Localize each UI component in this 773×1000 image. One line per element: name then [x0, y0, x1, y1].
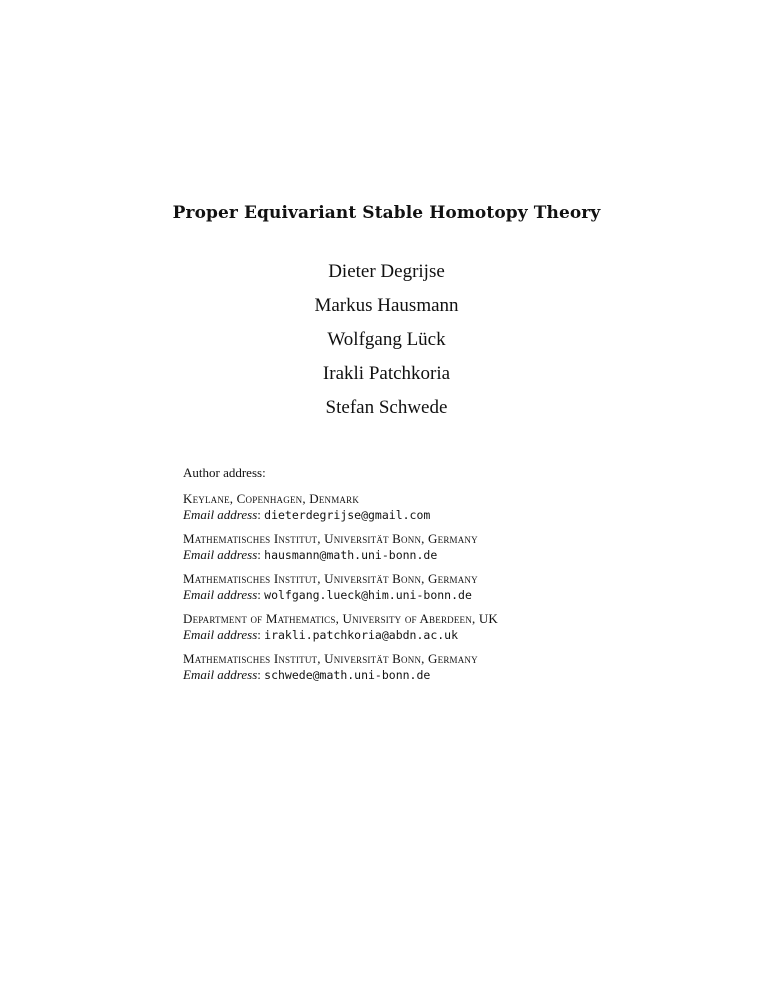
institution: Department of Mathematics, University of Aberdeen, UK	[183, 611, 499, 626]
email-address: hausmann@math.uni-bonn.de	[264, 548, 438, 562]
paper-title: Proper Equivariant Stable Homotopy Theory	[172, 203, 601, 223]
address-heading: Author address:	[183, 465, 266, 480]
author-name: Markus Hausmann	[314, 295, 459, 316]
institution: Keylane, Copenhagen, Denmark	[183, 491, 360, 506]
institution: Mathematisches Institut, Universität Bonn, Germany	[183, 571, 478, 586]
email-label: Email address	[183, 507, 258, 522]
author-name: Dieter Degrijse	[328, 261, 445, 282]
author-list	[0, 259, 773, 429]
institution: Mathematisches Institut, Universität Bonn, Germany	[183, 531, 478, 546]
author-name: Irakli Patchkoria	[322, 363, 451, 384]
email-address: irakli.patchkoria@abdn.ac.uk	[264, 628, 459, 642]
email-line: Email address: schwede@math.uni-bonn.de	[183, 667, 431, 682]
email-line: Email address: irakli.patchkoria@abdn.ac.uk	[183, 627, 459, 642]
address-entry	[183, 531, 723, 563]
email-address: schwede@math.uni-bonn.de	[264, 668, 431, 682]
email-label: Email address	[183, 547, 258, 562]
author-addresses	[183, 465, 723, 691]
address-entry	[183, 571, 723, 603]
email-line: Email address: hausmann@math.uni-bonn.de	[183, 547, 438, 562]
email-address: dieterdegrijse@gmail.com	[264, 508, 431, 522]
institution: Mathematisches Institut, Universität Bonn, Germany	[183, 651, 478, 666]
address-entry	[183, 611, 723, 643]
author-name: Wolfgang Lück	[327, 329, 446, 350]
author-name: Stefan Schwede	[325, 397, 448, 418]
email-label: Email address	[183, 667, 258, 682]
email-line: Email address: wolfgang.lueck@him.uni-bonn.de	[183, 587, 472, 602]
address-entry	[183, 651, 723, 683]
email-address: wolfgang.lueck@him.uni-bonn.de	[264, 588, 472, 602]
email-label: Email address	[183, 587, 258, 602]
address-entry	[183, 491, 723, 523]
email-label: Email address	[183, 627, 258, 642]
email-line: Email address: dieterdegrijse@gmail.com	[183, 507, 431, 522]
